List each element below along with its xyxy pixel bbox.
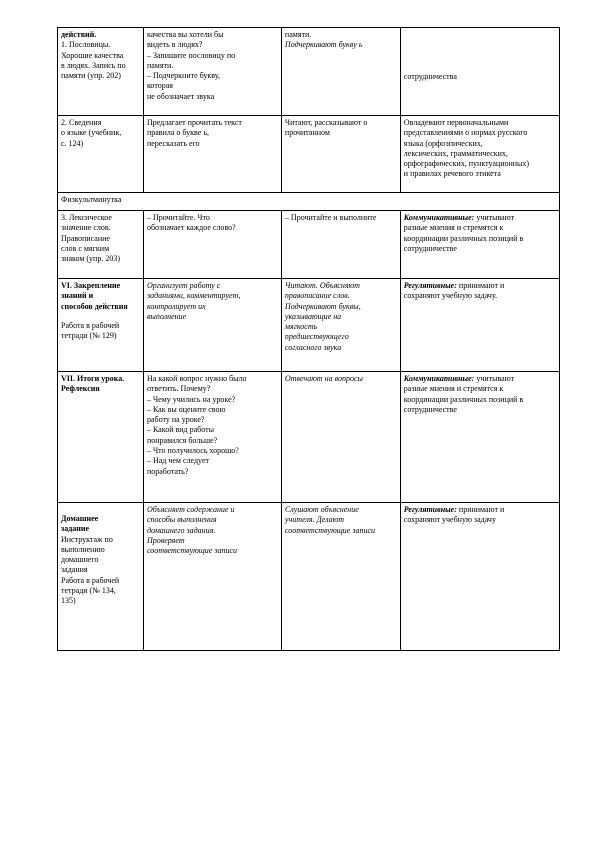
teacher-line: ответить. Почему? <box>146 384 211 394</box>
stage-line: 135) <box>61 596 76 606</box>
uud-cell <box>400 503 559 651</box>
stage-line: Домашнее <box>61 514 99 523</box>
stage-line: задание <box>61 524 90 534</box>
stage-line: VII. Итоги урока. <box>61 374 125 383</box>
uud-line: сохраняют учебную задачу. <box>403 291 498 301</box>
stage-line: памяти (упр. 202) <box>61 71 121 81</box>
teacher-line: соответствующие записи <box>146 546 238 556</box>
students-line: мягкость <box>284 322 318 332</box>
teacher-line: Организует работу с <box>146 281 221 290</box>
uud-line: разные мнения и стремятся к <box>403 384 504 394</box>
stage-cell <box>58 503 144 651</box>
stage-line: задания <box>61 565 88 575</box>
students-line: соответствующие записи <box>284 525 375 535</box>
teacher-line: – Над чем следует <box>146 456 209 466</box>
students-line: Читают, рассказывают о <box>284 118 368 127</box>
uud-line: учитывают <box>474 213 515 222</box>
students-line: учителя. Делают <box>284 515 345 525</box>
teacher-line: – Как вы оцените свою <box>146 404 226 414</box>
stage-line: слов с мягким <box>61 243 110 253</box>
students-cell <box>281 116 400 193</box>
teacher-cell <box>143 279 281 372</box>
students-line: памяти. <box>284 30 312 39</box>
uud-cell <box>400 372 559 503</box>
uud-line: Овладевают первоначальными <box>403 118 509 127</box>
teacher-line: поработать? <box>146 466 189 476</box>
teacher-line: способы выполнения <box>146 515 217 525</box>
students-line: прочитанном <box>284 128 330 138</box>
teacher-line: видеть в людях? <box>146 40 203 50</box>
stage-cell <box>58 211 144 279</box>
uud-line: принимают и <box>456 505 505 514</box>
stage-line: действий. <box>61 30 97 39</box>
teacher-line: выполнение <box>146 311 187 321</box>
students-line: Подчеркивают буквы, <box>284 301 361 311</box>
teacher-line: – Что получилось хорошо? <box>146 446 239 456</box>
stage-line: знаний и <box>61 291 94 301</box>
uud-cell <box>400 279 559 372</box>
teacher-line: не обозначает звука <box>146 91 215 101</box>
table-row <box>58 28 560 116</box>
stage-line: 3. Лексическое <box>61 213 112 222</box>
uud-cell <box>400 211 559 279</box>
stage-line: VI. Закрепление <box>61 281 121 290</box>
table-row <box>58 211 560 279</box>
stage-cell <box>58 116 144 193</box>
uud-line: лексических, грамматических, <box>403 148 508 158</box>
teacher-line: понравился больше? <box>146 435 218 445</box>
teacher-line: домашнего задания. <box>146 525 216 535</box>
students-line: правописание слов. <box>284 291 350 301</box>
table-row <box>58 116 560 193</box>
students-cell <box>281 211 400 279</box>
teacher-line: обозначает каждое слово? <box>146 223 236 233</box>
table-row <box>58 372 560 503</box>
stage-line: 2. Сведения <box>61 118 102 127</box>
students-line: предшествующего <box>284 332 349 342</box>
uud-label: Коммуникативные: <box>403 374 475 383</box>
stage-line: Правописание <box>61 233 110 243</box>
teacher-line: памяти. <box>146 60 174 70</box>
uud-line: и правилах речевого этикета <box>403 169 501 179</box>
students-cell <box>281 372 400 503</box>
stage-line: значение слов. <box>61 223 111 233</box>
uud-line: сохраняют учебную задачу <box>403 515 496 525</box>
stage-line: Хорошие качества <box>61 50 124 60</box>
teacher-line: Предлагает прочитать текст <box>146 118 242 127</box>
teacher-line: правила о букве ь, <box>146 128 209 138</box>
lesson-plan-table <box>57 27 560 651</box>
teacher-cell <box>143 503 281 651</box>
students-cell <box>281 28 400 116</box>
uud-line: координации различных позиций в <box>403 394 524 404</box>
uud-line: сотрудничестве <box>403 243 457 253</box>
stage-line: выполнению <box>61 544 105 554</box>
teacher-line: которая <box>146 81 173 91</box>
teacher-cell <box>143 116 281 193</box>
teacher-cell <box>143 372 281 503</box>
table-row <box>58 193 560 211</box>
table-row <box>58 503 560 651</box>
teacher-line: контролирует их <box>146 301 206 311</box>
table-row <box>58 279 560 372</box>
stage-line: Работа в рабочей <box>61 575 120 585</box>
uud-line: сотрудничества <box>403 72 457 81</box>
teacher-cell <box>143 28 281 116</box>
students-line: Подчеркивают букву ь <box>284 40 363 50</box>
students-line: – Прочитайте и выполните <box>284 213 377 222</box>
stage-line: домашнего <box>61 555 99 565</box>
uud-line: разные мнения и стремятся к <box>403 223 504 233</box>
uud-line: координации различных позиций в <box>403 233 524 243</box>
stage-line: знаком (упр. 203) <box>61 254 120 264</box>
stage-line: тетради (№ 134, <box>61 586 116 596</box>
teacher-line: качества вы хотели бы <box>146 30 224 39</box>
teacher-cell <box>143 211 281 279</box>
teacher-line: – Запишите пословицу по <box>146 50 236 60</box>
stage-cell <box>58 372 144 503</box>
uud-label: Регулятивные: <box>403 505 457 514</box>
stage-line: с. 124) <box>61 138 84 148</box>
stage-cell <box>58 28 144 116</box>
stage-line: тетради (№ 129) <box>61 331 117 341</box>
uud-label: Регулятивные: <box>403 281 457 290</box>
physical-break-label: Физкультминутка <box>61 195 122 204</box>
students-line: согласного звука <box>284 342 342 352</box>
uud-cell <box>400 28 559 116</box>
students-line: Слушают объяснение <box>284 505 359 514</box>
uud-line: сотрудничестве <box>403 404 457 414</box>
stage-line: в людях. Запись по <box>61 60 126 70</box>
students-line: Читают. Объясняют <box>284 281 360 290</box>
students-line: Отвечают на вопросы <box>284 374 363 383</box>
teacher-line: пересказать его <box>146 138 200 148</box>
teacher-line: заданиями, комментирует, <box>146 291 241 301</box>
teacher-line: – Подчеркните букву, <box>146 71 220 81</box>
stage-cell <box>58 279 144 372</box>
stage-line: 1. Пословицы. <box>61 40 111 50</box>
teacher-line: – Какой вид работы <box>146 425 215 435</box>
stage-line: Рефлексия <box>61 384 100 394</box>
uud-line: принимают и <box>456 281 505 290</box>
uud-line: представлениями о нормах русского <box>403 128 528 138</box>
uud-line: орфографических, пунктуационных) <box>403 159 530 169</box>
teacher-line: работу на уроке? <box>146 415 205 425</box>
students-cell <box>281 279 400 372</box>
teacher-line: На какой вопрос нужно было <box>146 374 247 383</box>
students-line: указывающие на <box>284 311 342 321</box>
teacher-line: – Чему учились на уроке? <box>146 394 236 404</box>
teacher-line: Объясняет содержание и <box>146 505 235 514</box>
uud-label: Коммуникативные: <box>403 213 475 222</box>
teacher-line: Проверяет <box>146 535 185 545</box>
stage-line: Инструктаж по <box>61 534 113 544</box>
students-cell <box>281 503 400 651</box>
stage-line: о языке (учебник, <box>61 128 122 138</box>
physical-break-cell <box>58 193 560 211</box>
stage-line: способов действия <box>61 301 128 311</box>
teacher-line: – Прочитайте. Что <box>146 213 210 222</box>
uud-line: языка (орфоэпических, <box>403 138 483 148</box>
uud-cell <box>400 116 559 193</box>
stage-line: Работа в рабочей <box>61 320 120 330</box>
uud-line: учитывают <box>474 374 515 383</box>
